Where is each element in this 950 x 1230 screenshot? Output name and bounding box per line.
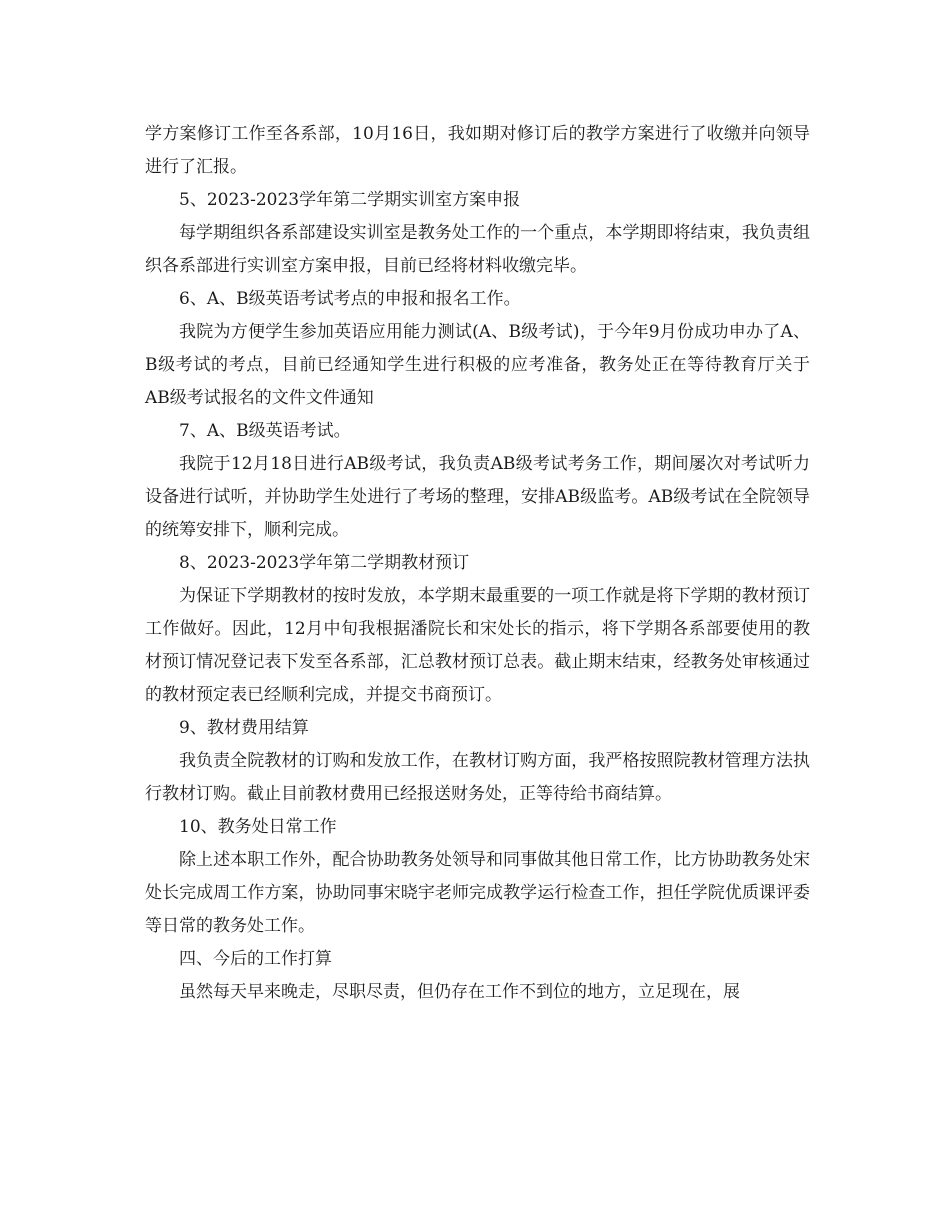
paragraph-future-plans: 虽然每天早来晚走，尽职尽责，但仍存在工作不到位的地方，立足现在，展 — [179, 982, 740, 1002]
heading-item-7: 7、A、B级英语考试。 — [179, 421, 351, 441]
paragraph-item-5: 每学期组织各系部建设实训室是教务处工作的一个重点，本学期即将结束，我负责组织各系部进行实训室方案申报，目前已经将材料收缴完毕。 — [145, 223, 810, 276]
paragraph-item-7: 我院于12月18日进行AB级考试，我负责AB级考试考务工作，期间屡次对考试听力设备进行试听，并协助学生处进行了考场的整理，安排AB级监考。AB级考试在全院领导的统筹安排下，顺利完成。 — [145, 454, 810, 540]
paragraph-item-6: 我院为方便学生参加英语应用能力测试(A、B级考试)，于今年9月份成功申办了A、B级考试的考点，目前已经通知学生进行积极的应考准备，教务处正在等待教育厅关于AB级考试报名的文件文件通知 — [145, 322, 810, 408]
heading-item-8: 8、2023-2023学年第二学期教材预订 — [179, 553, 470, 573]
document-body — [145, 118, 810, 1009]
paragraph-item-8: 为保证下学期教材的按时发放，本学期末最重要的一项工作就是将下学期的教材预订工作做好。因此，12月中旬我根据潘院长和宋处长的指示，将下学期各系部要使用的教材预订情况登记表下发至各系部，汇总教材预订总表。截止期末结束，经教务处审核通过的教材预定表已经顺利完成，并提交书商预订。 — [145, 586, 810, 705]
heading-item-6: 6、A、B级英语考试考点的申报和报名工作。 — [179, 289, 521, 309]
paragraph-item-10: 除上述本职工作外，配合协助教务处领导和同事做其他日常工作，比方协助教务处宋处长完成周工作方案，协助同事宋晓宇老师完成教学运行检查工作，担任学院优质课评委等日常的教务处工作。 — [145, 850, 810, 936]
paragraph-continuation: 学方案修订工作至各系部，10月16日，我如期对修订后的教学方案进行了收缴并向领导进行了汇报。 — [145, 124, 810, 177]
heading-item-9: 9、教材费用结算 — [179, 718, 309, 738]
heading-item-5: 5、2023-2023学年第二学期实训室方案申报 — [179, 190, 521, 210]
heading-item-10: 10、教务处日常工作 — [179, 817, 337, 837]
section-heading-future-plans: 四、今后的工作打算 — [179, 949, 332, 969]
paragraph-item-9: 我负责全院教材的订购和发放工作，在教材订购方面，我严格按照院教材管理方法执行教材订购。截止目前教材费用已经报送财务处，正等待给书商结算。 — [145, 751, 810, 804]
